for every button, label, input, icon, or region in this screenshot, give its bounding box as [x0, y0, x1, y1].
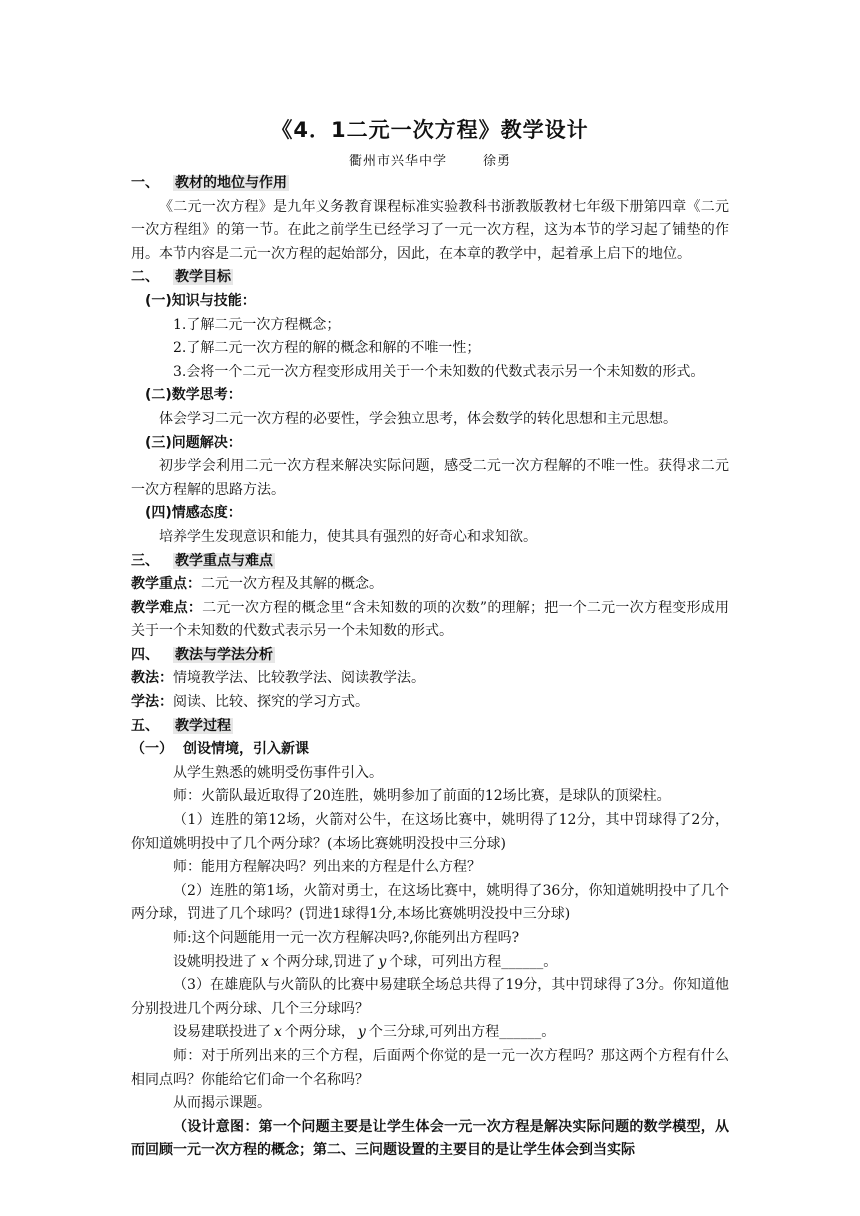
knowledge-item-3: 3.会将一个二元一次方程变形成用关于一个未知数的代数式表示另一个未知数的形式。: [173, 363, 705, 380]
process-question-2: （2）连胜的第1场，火箭对勇士，在这场比赛中，姚明得了36分，你知道姚明投中了几个两分球，罚进了几个球吗？(罚进1球得1分,本场比赛姚明没投中三分球): [131, 882, 729, 923]
process-line-10: 师：对于所列出来的三个方程，后面两个你觉的是一元一次方程吗？那这两个方程有什么相同点吗？你能给它们命一个名称吗？: [131, 1047, 729, 1088]
process-line-9: 设易建联投进了 x 个两分球， y 个三分球,可列出方程______。: [173, 1024, 556, 1041]
section-3-heading: 三、 教学重点与难点: [131, 552, 273, 569]
problem-solving-heading: (三)问题解决：: [145, 434, 242, 451]
section-5-heading: 五、 教学过程: [131, 717, 231, 734]
knowledge-item-2: 2.了解二元一次方程的解的概念和解的不唯一性；: [173, 340, 481, 357]
problem-solving-text: 初步学会利用二元一次方程来解决实际问题，感受二元一次方程解的不唯一性。获得求二元一次方程解的思路方法。: [131, 458, 729, 498]
school-name: 衢州市兴华中学: [348, 154, 447, 169]
attitude-heading: (四)情感态度：: [145, 505, 242, 522]
section-1-heading: 一、 教材的地位与作用: [131, 175, 287, 191]
process-question-1: （1）连胜的第12场，火箭对公牛，在这场比赛中，姚明得了12分，其中罚球得了2分，你知道姚明投中了几个两分球？(本场比赛姚明没投中三分球): [131, 812, 729, 852]
process-question-3: （3）在雄鹿队与火箭队的比赛中易建联全场总共得了19分，其中罚球得了3分。你知道他分别投进几个两分球、几个三分球吗？: [131, 977, 729, 1017]
knowledge-item-1: 1.了解二元一次方程概念；: [173, 316, 341, 333]
teaching-method: 教法：情境教学法、比较教学法、阅读教学法。: [131, 670, 425, 687]
section-1-paragraph: 《二元一次方程》是九年义务教育课程标准实验教科书浙教版教材七年级下册第四章《二元一次方程组》的第一节。在此之前学生已经学习了一元一次方程，这为本节的学习起了铺垫的作用。本节内容是二元一次方程的起始部分，因此，在本章的教学中，起着承上启下的地位。: [131, 198, 729, 262]
process-line-7: 设姚明投进了 x 个两分球,罚进了 y 个球，可列出方程______。: [173, 953, 558, 970]
section-2-heading: 二、 教学目标: [131, 269, 231, 286]
subsection-1-heading: （一） 创设情境，引入新课: [131, 741, 309, 758]
process-line-2: 师：火箭队最近取得了20连胜，姚明参加了前面的12场比赛，是球队的顶梁柱。: [173, 788, 671, 805]
section-4-heading: 四、 教法与学法分析: [131, 646, 273, 663]
attitude-text: 培养学生发现意识和能力，使其具有强烈的好奇心和求知欲。: [159, 528, 537, 545]
process-line-1: 从学生熟悉的姚明受伤事件引入。: [173, 764, 383, 781]
learning-method: 学法：阅读、比较、探究的学习方式。: [131, 694, 369, 711]
process-line-4: 师：能用方程解决吗？列出来的方程是什么方程？: [173, 859, 481, 876]
process-line-6: 师:这个问题能用一元一次方程解决吗?,你能列出方程吗?: [173, 930, 520, 946]
document-body: [131, 172, 729, 1163]
author-name: 徐勇: [483, 154, 512, 169]
key-point: 教学重点：二元一次方程及其解的概念。: [131, 576, 383, 593]
process-line-11: 从而揭示课题。: [173, 1095, 271, 1112]
math-thinking-heading: (二)数学思考：: [145, 387, 242, 404]
math-thinking-text: 体会学习二元一次方程的必要性，学会独立思考，体会数学的转化思想和主元思想。: [159, 410, 677, 427]
knowledge-heading: (一)知识与技能：: [145, 292, 256, 309]
design-intent: （设计意图：第一个问题主要是让学生体会一元一次方程是解决实际问题的数学模型，从而回顾一元一次方程的概念；第二、三问题设置的主要目的是让学生体会到当实际: [131, 1118, 729, 1159]
document-title: 《4．1二元一次方程》教学设计: [271, 118, 589, 142]
difficult-point: 教学难点：二元一次方程的概念里“含未知数的项的次数”的理解；把一个二元一次方程变形成用关于一个未知数的代数式表示另一个未知数的形式。: [131, 599, 730, 640]
author-line: [0, 150, 860, 169]
